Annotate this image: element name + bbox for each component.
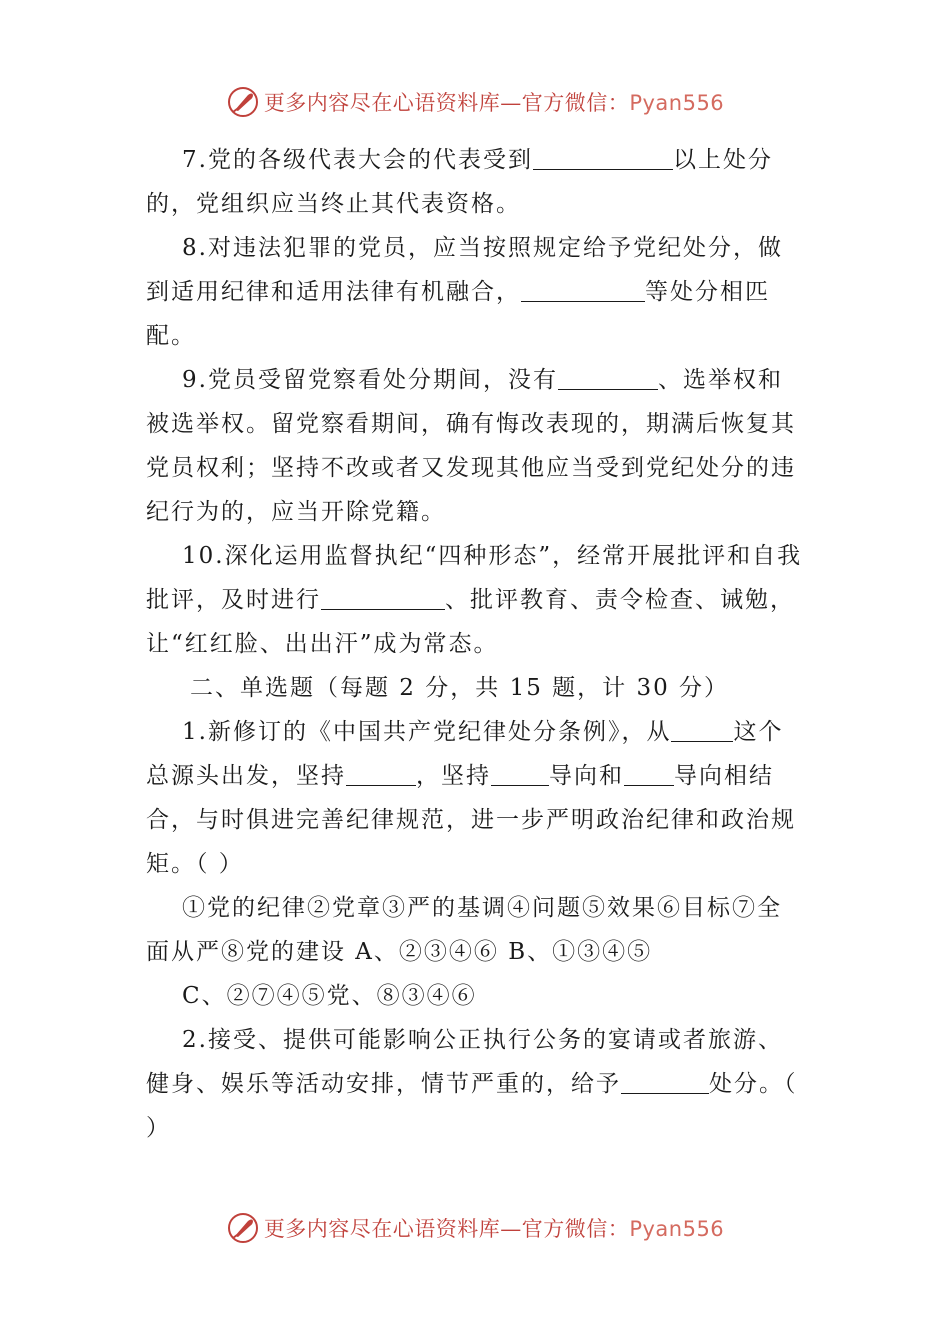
s1-text-c: ，坚持 [416,763,491,789]
s1-text-d: 导向和 [549,763,624,789]
single-choice-2 [146,1018,806,1150]
banner-message: 更多内容尽在心语资料库—官方微信： [263,91,630,115]
q8-text-a: 8.对违法犯罪的党员，应当按照规定给予党纪处分，做到适用纪律和适用法律有机融合， [146,235,783,305]
footer-message: 更多内容尽在心语资料库—官方微信： [263,1217,630,1241]
footer-handle: Pyan556 [629,1217,725,1241]
q10-text-b: 、批评教育、责令检查、诫勉，让“红红脸、出出汗”成为常态。 [146,587,795,657]
s1-options-2: C、②⑦④⑤党、⑧③④⑥ [182,983,477,1009]
s1-text-a: 1.新修订的《中国共产党纪律处分条例》，从 [182,719,672,745]
question-7 [146,138,806,226]
answer-blank [671,717,733,742]
s2-text-a: 2.接受、提供可能影响公正执行公务的宴请或者旅游、健身、娱乐等活动安排，情节严重的，给予 [146,1027,783,1097]
question-9 [146,358,806,534]
q9-text-a: 9.党员受留党察看处分期间，没有 [182,367,558,393]
answer-blank [491,761,549,786]
banner-text [264,87,724,117]
s1-options: ①党的纪律②党章③严的基调④问题⑤效果⑥目标⑦全面从严⑧党的建设 A、②③④⑥ B、①③④⑤ [146,895,782,965]
s2-text-b: 处分。（ ） [146,1071,798,1141]
q7-text-b: 以上处分的，党组织应当终止其代表资格。 [146,147,773,217]
footer-banner [0,1208,950,1248]
quill-pen-icon [226,85,260,119]
question-8 [146,226,806,358]
answer-blank [533,145,673,170]
section-heading: 二、单选题（每题 2 分，共 15 题，计 30 分） [190,675,730,701]
s1-text-b: 这个总源头出发，坚持 [146,719,784,789]
answer-blank [558,365,658,390]
q8-text-b: 等处分相匹配。 [146,279,770,349]
q7-text-a: 7.党的各级代表大会的代表受到 [182,147,533,173]
q10-text-a: 10.深化运用监督执纪“四种形态”，经常开展批评和自我批评，及时进行 [146,543,803,613]
question-10 [146,534,806,666]
s1-text-e: 导向相结合，与时俱进完善纪律规范，进一步严明政治纪律和政治规矩。（ ） [146,763,796,877]
header-banner [0,82,950,122]
answer-blank [624,761,674,786]
answer-blank [521,277,645,302]
footer-text [264,1213,724,1243]
answer-blank [321,585,445,610]
answer-blank [621,1069,709,1094]
document-body [146,138,806,1150]
quill-pen-icon [226,1211,260,1245]
banner-handle: Pyan556 [629,91,725,115]
answer-blank [346,761,416,786]
q9-text-b: 、选举权和被选举权。留党察看期间，确有悔改表现的，期满后恢复其党员权利；坚持不改或者又发现其他应当受到党纪处分的违纪行为的，应当开除党籍。 [146,367,796,525]
single-choice-1 [146,710,806,886]
